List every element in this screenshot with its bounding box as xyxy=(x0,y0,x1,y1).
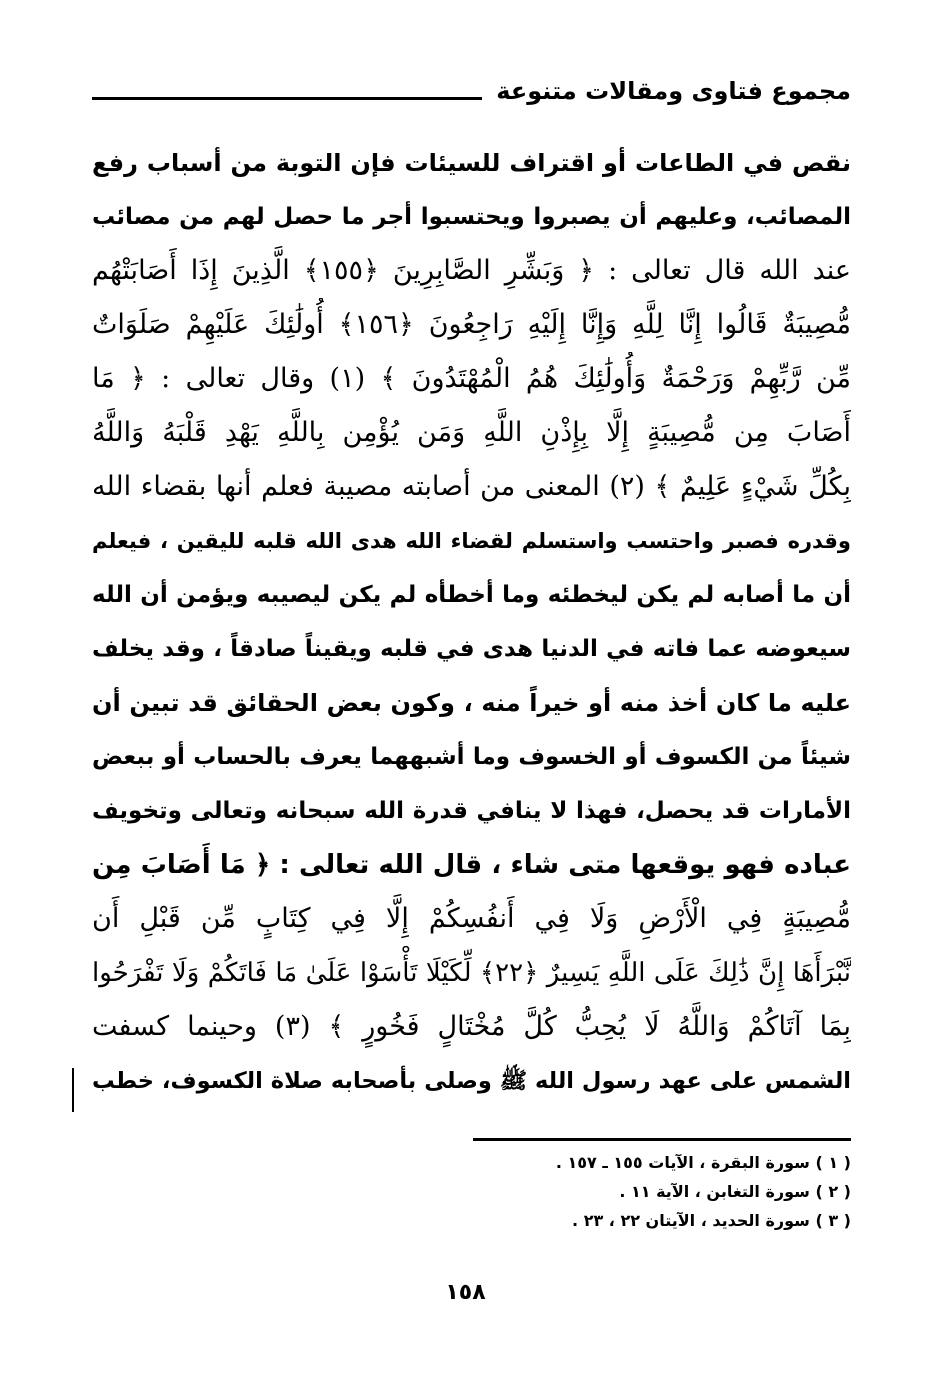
quran-verse-line: بِمَا آتَاكُمْ وَاللَّهُ لَا يُحِبُّ كُلَّ مُخْتَالٍ فَخُورٍ ﴾ (٣) وحينما كسفت xyxy=(92,1011,851,1042)
quran-verse-line: بِكُلِّ شَيْءٍ عَلِيمٌ ﴾ (٢) المعنى من أصابته مصيبة فعلم أنها بقضاء الله xyxy=(92,471,851,502)
page-number: ١٥٨ xyxy=(445,1280,486,1305)
quran-verse-line: أَصَابَ مِن مُّصِيبَةٍ إِلَّا بِإِذْنِ اللَّهِ وَمَن يُؤْمِن بِاللَّهِ يَهْدِ قَلْبَهُ وَاللَّهُ xyxy=(92,417,851,448)
footnote-separator xyxy=(473,1138,851,1141)
text-line: عباده فهو يوقعها متى شاء ، قال الله تعالى : ﴿ مَا أَصَابَ مِن xyxy=(92,850,851,880)
quran-verse-line: عند الله قال تعالى : ﴿ وَبَشِّرِ الصَّابِرِينَ ﴿١٥٥﴾ الَّذِينَ إِذَا أَصَابَتْهُم xyxy=(92,255,851,286)
quran-verse-line: نَّبْرَأَهَا إِنَّ ذَٰلِكَ عَلَى اللَّهِ يَسِيرٌ ﴿٢٢﴾ لِّكَيْلَا تَأْسَوْا عَلَىٰ مَا فَاتَكُمْ وَلَا تَفْرَحُوا xyxy=(92,958,851,988)
text-line: سيعوضه عما فاته في الدنيا هدى في قلبه ويقيناً صادقاً ، وقد يخلف xyxy=(92,636,851,662)
text-line: شيئاً من الكسوف أو الخسوف وما أشبههما يعرف بالحساب أو ببعض xyxy=(92,744,851,770)
quran-verse-line: مُّصِيبَةٍ فِي الْأَرْضِ وَلَا فِي أَنفُسِكُمْ إِلَّا فِي كِتَابٍ مِّن قَبْلِ أَن xyxy=(92,903,851,934)
text-line: عليه ما كان أخذ منه أو خيراً منه ، وكون بعض الحقائق قد تبين أن xyxy=(92,689,851,717)
quran-verse-line: مِّن رَّبِّهِمْ وَرَحْمَةٌ وَأُولَٰئِكَ هُمُ الْمُهْتَدُونَ ﴾ (١) وقال تعالى : ﴿ مَا xyxy=(92,363,851,394)
text-line: نقص في الطاعات أو اقتراف للسيئات فإن التوبة من أسباب رفع xyxy=(92,149,851,177)
text-line: الأمارات قد يحصل، فهذا لا ينافي قدرة الله سبحانه وتعالى وتخويف xyxy=(92,798,851,824)
running-header xyxy=(92,66,851,106)
text-line: المصائب، وعليهم أن يصبروا ويحتسبوا أجر ما حصل لهم من مصائب xyxy=(92,204,851,230)
running-title: مجموع فتاوى ومقالات متنوعة xyxy=(496,77,851,105)
header-rule xyxy=(92,97,482,100)
text-line: الشمس على عهد رسول الله ﷺ وصلى بأصحابه صلاة الكسوف، خطب xyxy=(92,1068,851,1094)
margin-mark xyxy=(72,1068,74,1112)
footnotes xyxy=(351,1148,851,1235)
footnote-2: ( ٢ ) سورة التغابن ، الآية ١١ . xyxy=(619,1182,851,1201)
quran-verse-line: مُّصِيبَةٌ قَالُوا إِنَّا لِلَّهِ وَإِنَّا إِلَيْهِ رَاجِعُونَ ﴿١٥٦﴾ أُولَٰئِكَ عَلَيْهِمْ صَلَوَاتٌ xyxy=(92,309,851,340)
footnote-3: ( ٣ ) سورة الحديد ، الآيتان ٢٢ ، ٢٣ . xyxy=(572,1211,851,1230)
footnote-1: ( ١ ) سورة البقرة ، الآيات ١٥٥ ـ ١٥٧ . xyxy=(555,1153,851,1172)
text-line: أن ما أصابه لم يكن ليخطئه وما أخطأه لم يكن ليصيبه ويؤمن أن الله xyxy=(92,582,851,608)
body-text xyxy=(92,136,851,1108)
text-line: وقدره فصبر واحتسب واستسلم لقضاء الله هدى الله قلبه لليقين ، فيعلم xyxy=(92,529,851,553)
